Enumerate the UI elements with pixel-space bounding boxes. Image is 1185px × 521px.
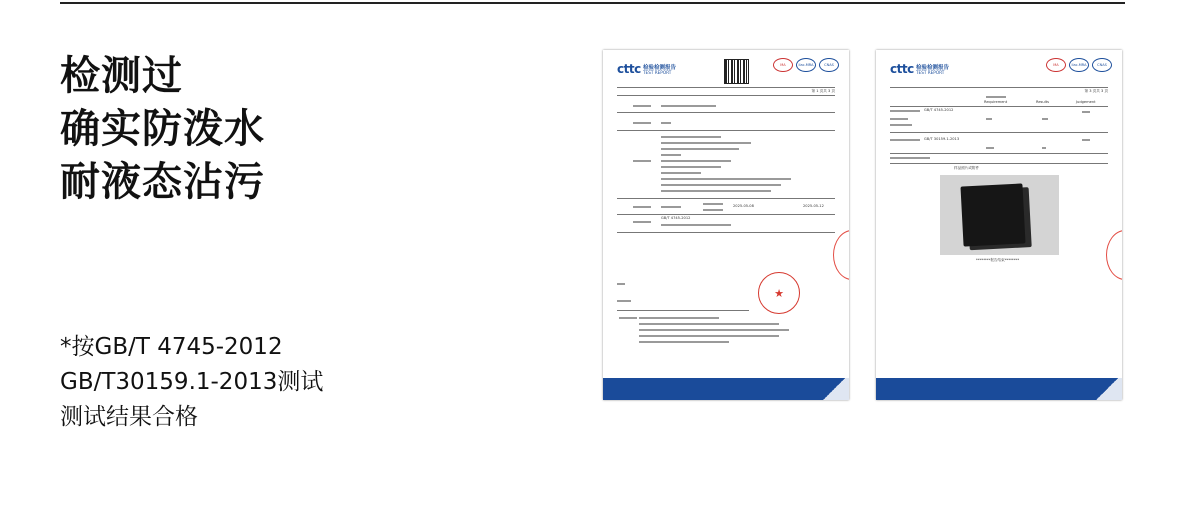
headline-line-1: 检测过 (60, 53, 183, 99)
cnas-mark-icon: CNAS (1092, 58, 1112, 72)
report-title-cn: 检验检测报告 (643, 65, 677, 71)
ilac-mark-icon: ilac-MRA (1069, 58, 1089, 72)
sample-photo (940, 175, 1059, 255)
report-title-cn: 检验检测报告 (916, 65, 950, 71)
row1-standard: GB/T 4745-2012 (924, 108, 954, 112)
report-end: ********报告结束******** (976, 258, 1020, 262)
page-number: 第 3 页共 3 页 (1084, 89, 1108, 93)
headline (60, 50, 265, 209)
col-results: Results (1036, 100, 1049, 104)
edge-seal-icon (833, 230, 849, 280)
cma-mark-icon: MA (1046, 58, 1066, 72)
col-judgement: Judgement (1076, 100, 1096, 104)
test-note-line-2: GB/T30159.1-2013测试 (60, 369, 324, 395)
report-footer (603, 378, 849, 400)
test-report-page-1 (603, 50, 849, 400)
qr-code-icon (725, 60, 748, 83)
edge-seal-icon (1106, 230, 1122, 280)
report-title-en: TEST REPORT (643, 70, 672, 75)
headline-line-2: 确实防泼水 (60, 106, 265, 152)
test-note-line-1: *按GB/T 4745-2012 (60, 334, 283, 360)
test-note (60, 330, 323, 435)
cttc-logo: cttc (617, 62, 641, 76)
red-seal-icon: ★ (758, 272, 800, 314)
issue-date: 2025-05-12 (803, 204, 824, 208)
report-footer (876, 378, 1122, 400)
test-report-page-3 (876, 50, 1122, 400)
cttc-logo: cttc (890, 62, 914, 76)
col-requirement: Requirement (984, 100, 1008, 104)
certification-marks (1046, 58, 1112, 72)
receive-date: 2025-05-08 (733, 204, 754, 208)
photo-label: 样品照片或附件 (954, 166, 980, 170)
row2-standard: GB/T 30159.1-2013 (924, 137, 960, 141)
certification-marks (773, 58, 839, 72)
cma-mark-icon: MA (773, 58, 793, 72)
test-note-line-3: 测试结果合格 (60, 404, 198, 430)
standard-reference: GB/T 4745-2012 (661, 216, 691, 220)
headline-line-3: 耐液态沾污 (60, 159, 265, 205)
top-divider (60, 2, 1125, 4)
ilac-mark-icon: ilac-MRA (796, 58, 816, 72)
report-title-en: TEST REPORT (916, 70, 945, 75)
black-fabric-sample (960, 183, 1025, 246)
cnas-mark-icon: CNAS (819, 58, 839, 72)
page-number: 第 1 页共 3 页 (811, 89, 835, 93)
